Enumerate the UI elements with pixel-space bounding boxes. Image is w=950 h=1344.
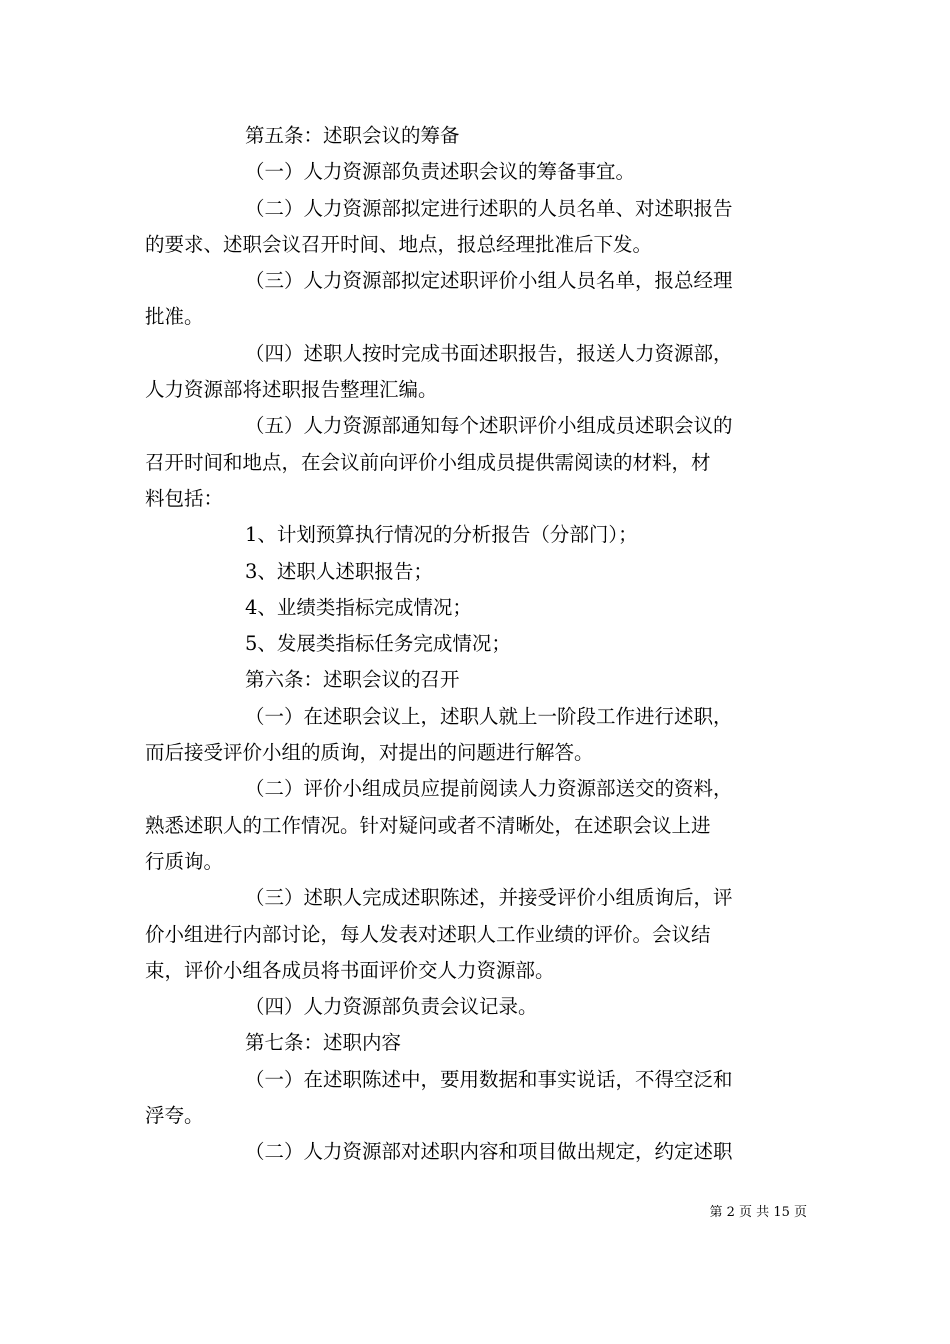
paragraph-line: （三）人力资源部拟定述职评价小组人员名单，报总经理	[245, 269, 733, 293]
page-number-footer: 第 2 页 共 15 页	[709, 1205, 807, 1220]
paragraph-line: （四）述职人按时完成书面述职报告，报送人力资源部，	[245, 341, 733, 365]
list-item: 1、计划预算执行情况的分析报告（分部门）；	[245, 523, 638, 547]
paragraph-line: 的要求、述职会议召开时间、地点，报总经理批准后下发。	[145, 232, 653, 256]
article-heading: 第六条：述职会议的召开	[245, 668, 460, 692]
article-heading: 第五条：述职会议的筹备	[245, 124, 460, 147]
paragraph-line: 料包括：	[145, 486, 224, 510]
paragraph-line: （一）人力资源部负责述职会议的筹备事宜。	[245, 160, 636, 184]
paragraph-line: 行质询。	[145, 849, 224, 873]
paragraph-line: 召开时间和地点，在会议前向评价小组成员提供需阅读的材料，材	[145, 450, 711, 474]
paragraph-line: （一）在述职陈述中，要用数据和事实说话，不得空泛和	[245, 1067, 733, 1091]
paragraph-line: （二）人力资源部拟定进行述职的人员名单、对述职报告	[245, 196, 733, 220]
paragraph-line: 价小组进行内部讨论，每人发表对述职人工作业绩的评价。会议结	[145, 922, 711, 946]
paragraph-line: 浮夸。	[145, 1104, 204, 1128]
paragraph-line: （三）述职人完成述职陈述，并接受评价小组质询后，评	[245, 886, 733, 910]
list-item: 5、发展类指标任务完成情况；	[245, 632, 511, 656]
article-heading: 第七条：述职内容	[245, 1031, 402, 1055]
paragraph-line: （五）人力资源部通知每个述职评价小组成员述职会议的	[245, 414, 733, 438]
paragraph-line: 批准。	[145, 305, 204, 329]
paragraph-line: （四）人力资源部负责会议记录。	[245, 995, 538, 1019]
document-body	[145, 118, 807, 1171]
paragraph-line: （二）评价小组成员应提前阅读人力资源部送交的资料，	[245, 777, 733, 801]
paragraph-line: 熟悉述职人的工作情况。针对疑问或者不清晰处，在述职会议上进	[145, 813, 711, 837]
paragraph-line: 束，评价小组各成员将书面评价交人力资源部。	[145, 958, 555, 982]
paragraph-line: （二）人力资源部对述职内容和项目做出规定，约定述职	[245, 1140, 733, 1164]
paragraph-line: （一）在述职会议上，述职人就上一阶段工作进行述职，	[245, 704, 733, 728]
paragraph-line: 人力资源部将述职报告整理汇编。	[145, 378, 438, 402]
list-item: 3、述职人述职报告；	[245, 559, 433, 583]
list-item: 4、业绩类指标完成情况；	[245, 595, 472, 619]
paragraph-line: 而后接受评价小组的质询，对提出的问题进行解答。	[145, 741, 594, 765]
